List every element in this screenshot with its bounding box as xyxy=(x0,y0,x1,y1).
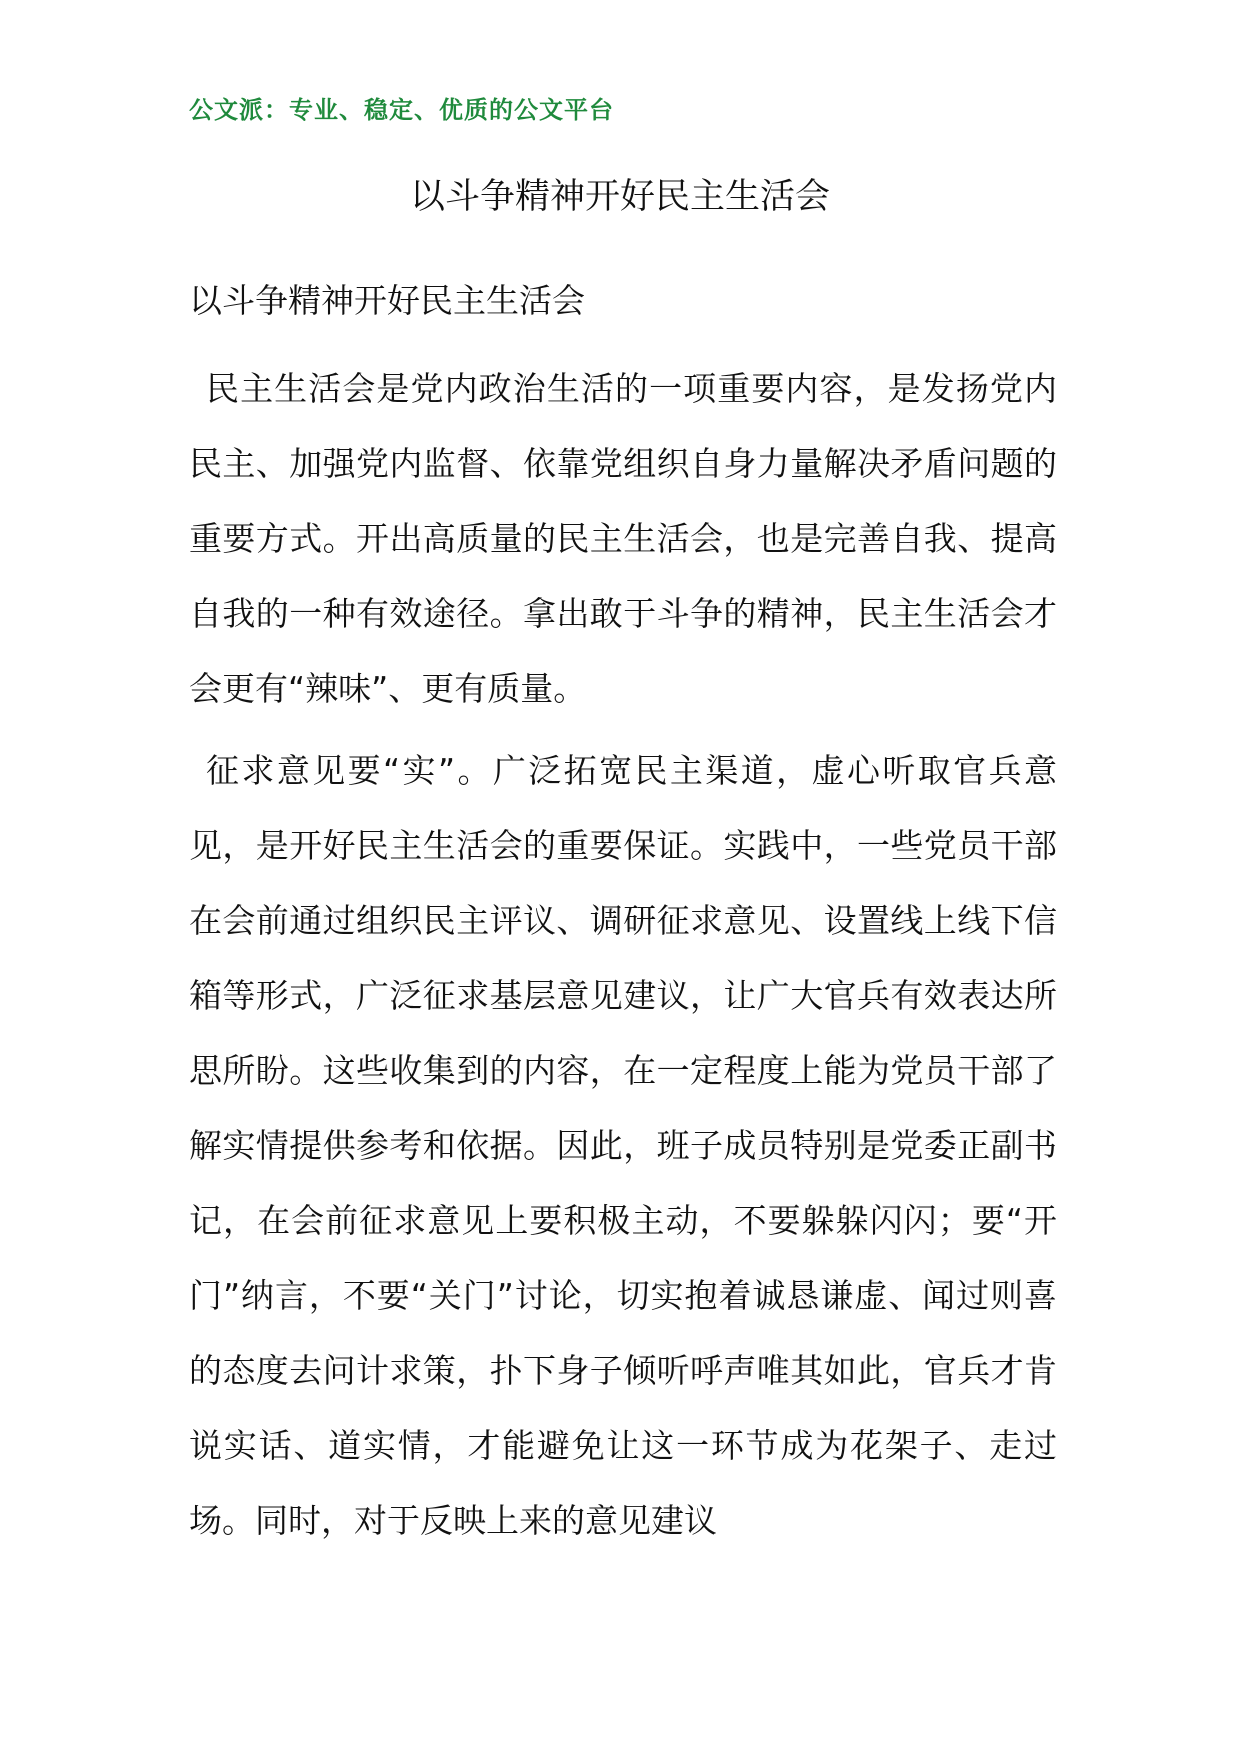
paragraph-1: 民主生活会是党内政治生活的一项重要内容，是发扬党内民主、加强党内监督、依靠党组织自身力量解决矛盾问题的重要方式。开出高质量的民主生活会，也是完善自我、提高自我的一种有效途径。拿出敢于斗争的精神，民主生活会才会更有“辣味”、更有质量。 xyxy=(189,369,1057,708)
paragraph-2: 征求意见要“实”。广泛拓宽民主渠道，虚心听取官兵意见，是开好民主生活会的重要保证。实践中，一些党员干部在会前通过组织民主评议、调研征求意见、设置线上线下信箱等形式，广泛征求基层意见建议，让广大官兵有效表达所思所盼。这些收集到的内容，在一定程度上能为党员干部了解实情提供参考和依据。因此，班子成员特别是党委正副书记，在会前征求意见上要积极主动，不要躲躲闪闪；要“开门”纳言，不要“关门”讨论，切实抱着诚恳谦虚、闻过则喜的态度去问计求策，扑下身子倾听呼声唯其如此，官兵才肯说实话、道实情，才能避免让这一环节成为花架子、走过场。同时，对于反映上来的意见建议 xyxy=(189,751,1057,1540)
document-title: 以斗争精神开好民主生活会 xyxy=(409,177,830,217)
header-slogan: 公文派：专业、稳定、优质的公文平台 xyxy=(189,96,614,124)
document-subtitle: 以斗争精神开好民主生活会 xyxy=(189,281,585,320)
document-body xyxy=(189,263,1057,1558)
